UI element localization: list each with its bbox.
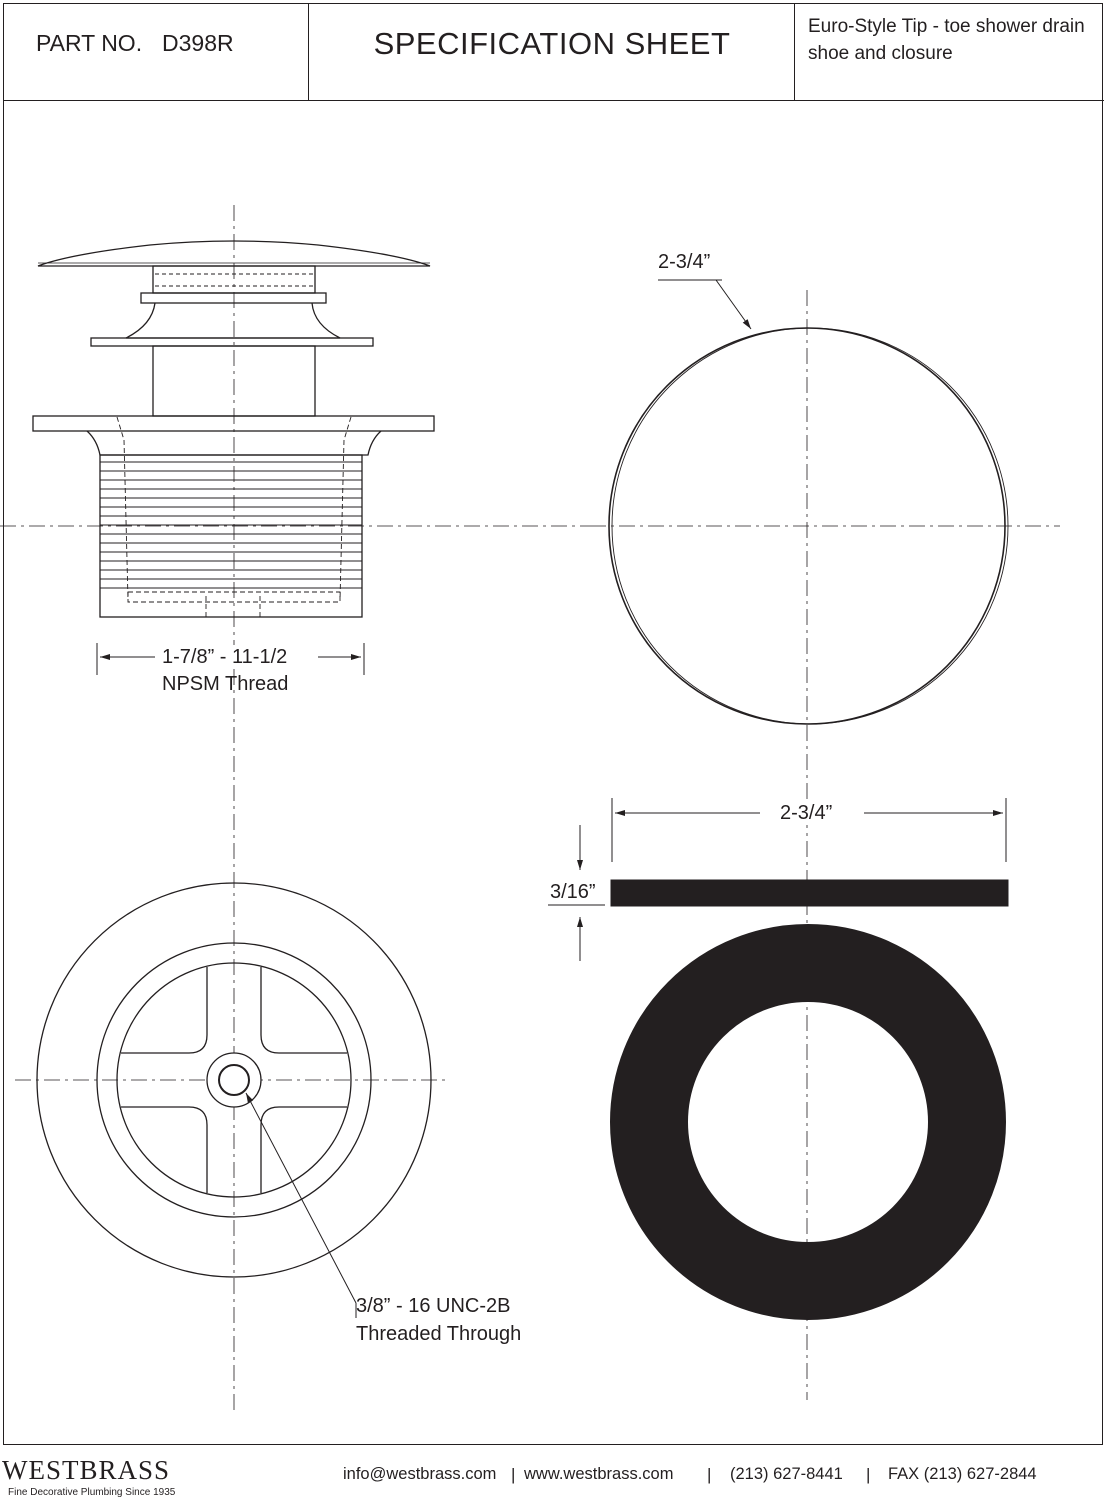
product-description: Euro-Style Tip - toe shower drain shoe and closure [808,16,1085,64]
footer-website[interactable]: www.westbrass.com [524,1465,674,1483]
footer-phone: (213) 627-8441 [730,1465,843,1483]
stopper-collar [141,293,326,303]
drain-body-flange [33,416,434,431]
cap-diameter-label: 2-3/4” [658,251,711,273]
cap-top-view [609,280,1008,724]
gasket-profile [611,880,1008,906]
thread-type-label: NPSM Thread [162,673,289,695]
westbrass-logo: WESTBRASS [2,1455,171,1485]
drain-side-view [33,241,434,617]
thread-lines [100,462,362,588]
footer-fax: FAX (213) 627-2844 [888,1465,1037,1483]
gasket-thickness-label: 3/16” [550,881,596,903]
gasket-diameter-label: 2-3/4” [780,802,833,824]
crossbar-bl [121,1107,207,1193]
brand-tagline: Fine Decorative Plumbing Since 1935 [8,1487,176,1498]
stopper-flange [91,338,373,346]
crossbar-br [261,1107,347,1193]
stopper-thread-note: Threaded Through [356,1323,522,1345]
crossbar-tr [261,967,347,1053]
thread-width-label: 1-7/8” - 11-1/2 [162,646,288,668]
footer-separator: | [511,1465,516,1484]
threaded-body [100,455,362,617]
crossbar-tl [121,967,207,1053]
sheet-title: SPECIFICATION SHEET [373,26,731,61]
part-number-label: PART NO. [36,30,143,56]
stopper-flare [126,303,340,338]
gasket-ring-view [649,963,967,1281]
footer-email[interactable]: info@westbrass.com [343,1465,497,1483]
stopper-thread-label: 3/8” - 16 UNC-2B [356,1295,511,1317]
footer-separator: | [707,1465,712,1484]
footer-separator: | [866,1465,871,1484]
part-number-value: D398R [162,30,234,56]
center-boss [207,1053,261,1107]
